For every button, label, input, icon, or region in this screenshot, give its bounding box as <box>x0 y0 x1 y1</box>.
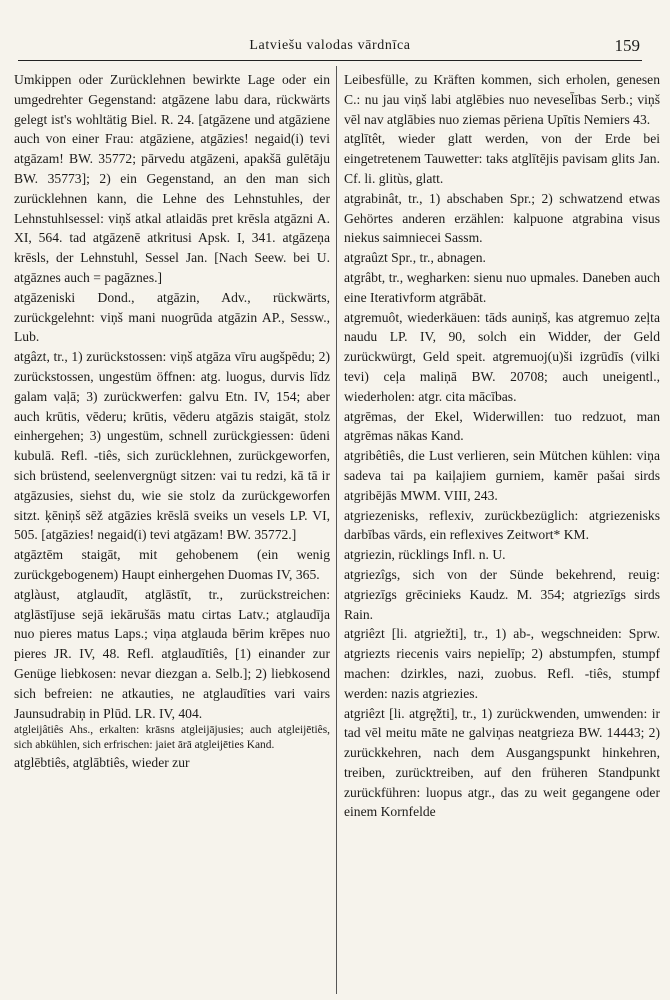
entry-atgazene-continued: Umkippen oder Zurücklehnen bewirkte Lage oder ein umgedrehter Gegenstand: atgāzene labu dara, rückwärts gelegt ist's wohltätig Biel. R. 24. [atgāzene und atgāziene auch von einer Frau: atgāziene, atgāzies! negaid(i) tevi atgāzam! BW. 35772; pārvedu atgāzeni, apakšā gulētāju BW. 35773]; 2) ein Gegenstand, an den man sich zurücklehnen kann, die Lehne des Lehnstuhles, der Lehnstuhlsessel: viņš atkal atlaidās pret krēsla atgāzni A. XI, 564. tad atgāzenē atkritusi Apsk. I, 341. atgāzeņa krēsls, der Lehnstuhl, Sessel Jan. [Nach Seew. bei U. atgāznes auch = pagāznes.] <box>14 72 330 285</box>
entry-atgremuot: atgremuôt, wiederkäuen: tāds auniņš, kas atgremuo zeļta naudu LP. IV, 90, solch ein Widder, der Geld zurückwürgt, Geld speit. atgremuoj(u)ši izgrūdīs (vilki tevi) ceļa maliņā BW. 20708; auch uneigentl., wiederholen: atgr. cita mācības. <box>344 309 660 404</box>
entry-atglaust: atglàust, atglaudīt, atglāstīt, tr., zurückstreichen: atglāstījuse sejā iekārušās matu cirtas Latv.; atglaudīja nuo pieres matus Laps.; viņa atglauda bērim krēpes nuo pieres JR. IV, 48. Refl. atglaudītiês, [1) einander zur Genüge liebkosen: nevar diezgan a. Selb.]; 2) liebkosend sich befreien: ne atkauties, ne atglaudīties vari vairs Jaunsudrabiņ in Plūd. LR. IV, 404. <box>14 586 330 721</box>
left-column <box>14 70 330 990</box>
column-divider <box>336 66 337 994</box>
entry-atgriezigs: atgriezîgs, sich von der Sünde bekehrend, reuig: atgriezīgs grēcinieks Kaudz. M. 354; atgriezīgs sirds Rain. <box>344 566 660 622</box>
page-number: 159 <box>614 36 640 55</box>
entry-atgribeties: atgribêtiês, die Lust verlieren, sein Mütchen kühlen: viņa sadeva tai pa kaiļajiem gurniem, kamēr pašai sirds atgribējās MWM. VIII, 243. <box>344 448 660 503</box>
entry-atgazeniski: atgāzeniski Dond., atgāzin, Adv., rückwärts, zurückgelehnt: viņš mani nuogrūda atgāzin AP., Sessw., Lub. <box>14 289 330 345</box>
running-title: Latviešu valodas vārdnīca <box>249 38 411 53</box>
entry-atglebties: atglēbtiês, atglābtiês, wieder zur <box>14 755 190 771</box>
right-column <box>344 70 660 990</box>
page-header <box>20 34 640 60</box>
entry-atgriezt-2: atgriêzt [li. atgrę̃žti], tr., 1) zurückwenden, umwenden: ir tad vēl meitu māte ne galviņas neatgrieza BW. 14443; 2) zurückkehren, nach dem Ausgangspunkt hinkehren, treiben, zurücktreiben, auf den früheren Standpunkt zurückführen: luopus atgr., das zu weit gegangene oder einem Kornfelde <box>344 705 660 820</box>
entry-atglitet: atglītêt, wieder glatt werden, von der Erde bei eingetretenem Tauwetter: taks atglītējis pavisam glits Jan. Cf. li. glitùs, glatt. <box>344 131 660 186</box>
entry-atgrauzt: atgraûzt Spr., tr., abnagen. <box>344 250 486 266</box>
entry-atgrabinat: atgrabinât, tr., 1) abschaben Spr.; 2) schwatzend etwas Gehörtes anderen erzählen: kalpuone atgrabina visus niekus saimniecei Sassm. <box>344 190 660 246</box>
entry-atgrabt: atgrâbt, tr., wegharken: sienu nuo upmales. Daneben auch eine Iterativform atgrābāt. <box>344 269 660 305</box>
entry-atgriezenisks: atgriezenisks, reflexiv, zurückbezüglich: atgriezenisks darbības vārds, ein reflexives Zeitwort* KM. <box>344 507 660 543</box>
entry-atgaztem: atgāztēm staigāt, mit gehobenem (ein wenig zurückgebogenem) Haupt einhergehen Duomas IV, 365. <box>14 547 330 582</box>
entry-atgremas: atgrēmas, der Ekel, Widerwillen: tuo redzuot, man atgrēmas nākas Kand. <box>344 408 660 444</box>
entry-atglebties-continued: Leibesfülle, zu Kräften kommen, sich erholen, genesen C.: nu jau viņš labi atglēbies nuo nevesel̄ības Serb.; viņš vēl nav atglābies nuo ziemas pēriena Upītis Nemiers 43. <box>344 72 660 127</box>
entry-atgriezin: atgriezin, rücklings Infl. n. U. <box>344 547 506 563</box>
entry-atgleijaties: atgleijâtiês Ahs., erkalten: krāsns atgleijājusies; auch atgleijētiês, sich abkühlen, sich erfrischen: jaiet ārā atgleijēties Kand. <box>14 724 330 752</box>
entry-atgazt: atgâzt, tr., 1) zurückstossen: viņš atgāza vīru augšpēdu; 2) zurückstossen, ungestüm öffnen: atg. luogus, durvis līdz galam vaļā; 3) zurückwerfen: galvu Etn. IV, 154; aber auch krūtis, vēderu; krūtis, vēderu atgāzis staigāt, stolz einhergehen; 3) ungestüm, schnell zurückgiessen: ūdeni kubulā. Refl. -tiês, sich zurücklehnen, zurückgeworfen, sich brüstend, seelenvergnügt sitzen: vai tu redzi, kā tā ir atgāzusies, siehst du, wie sie stolz da zurückgeworfen sitzt. ķēniņš sēž atgāzies krēslā sveiks un vesels LP. VI, 505. [atgāzies! negaid(i) tevi atgāzam! BW. 35772.] <box>14 349 330 543</box>
entry-atgriezt-1: atgriêzt [li. atgriežti], tr., 1) ab-, wegschneiden: Sprw. atgriezts riecenis vairs nepielīp; 2) abstumpfen, stumpf machen: dzirkles, nazi, zuobus. Refl. -tiês, stumpf werden: nazis atgriezies. <box>344 626 660 701</box>
header-rule <box>18 60 642 61</box>
